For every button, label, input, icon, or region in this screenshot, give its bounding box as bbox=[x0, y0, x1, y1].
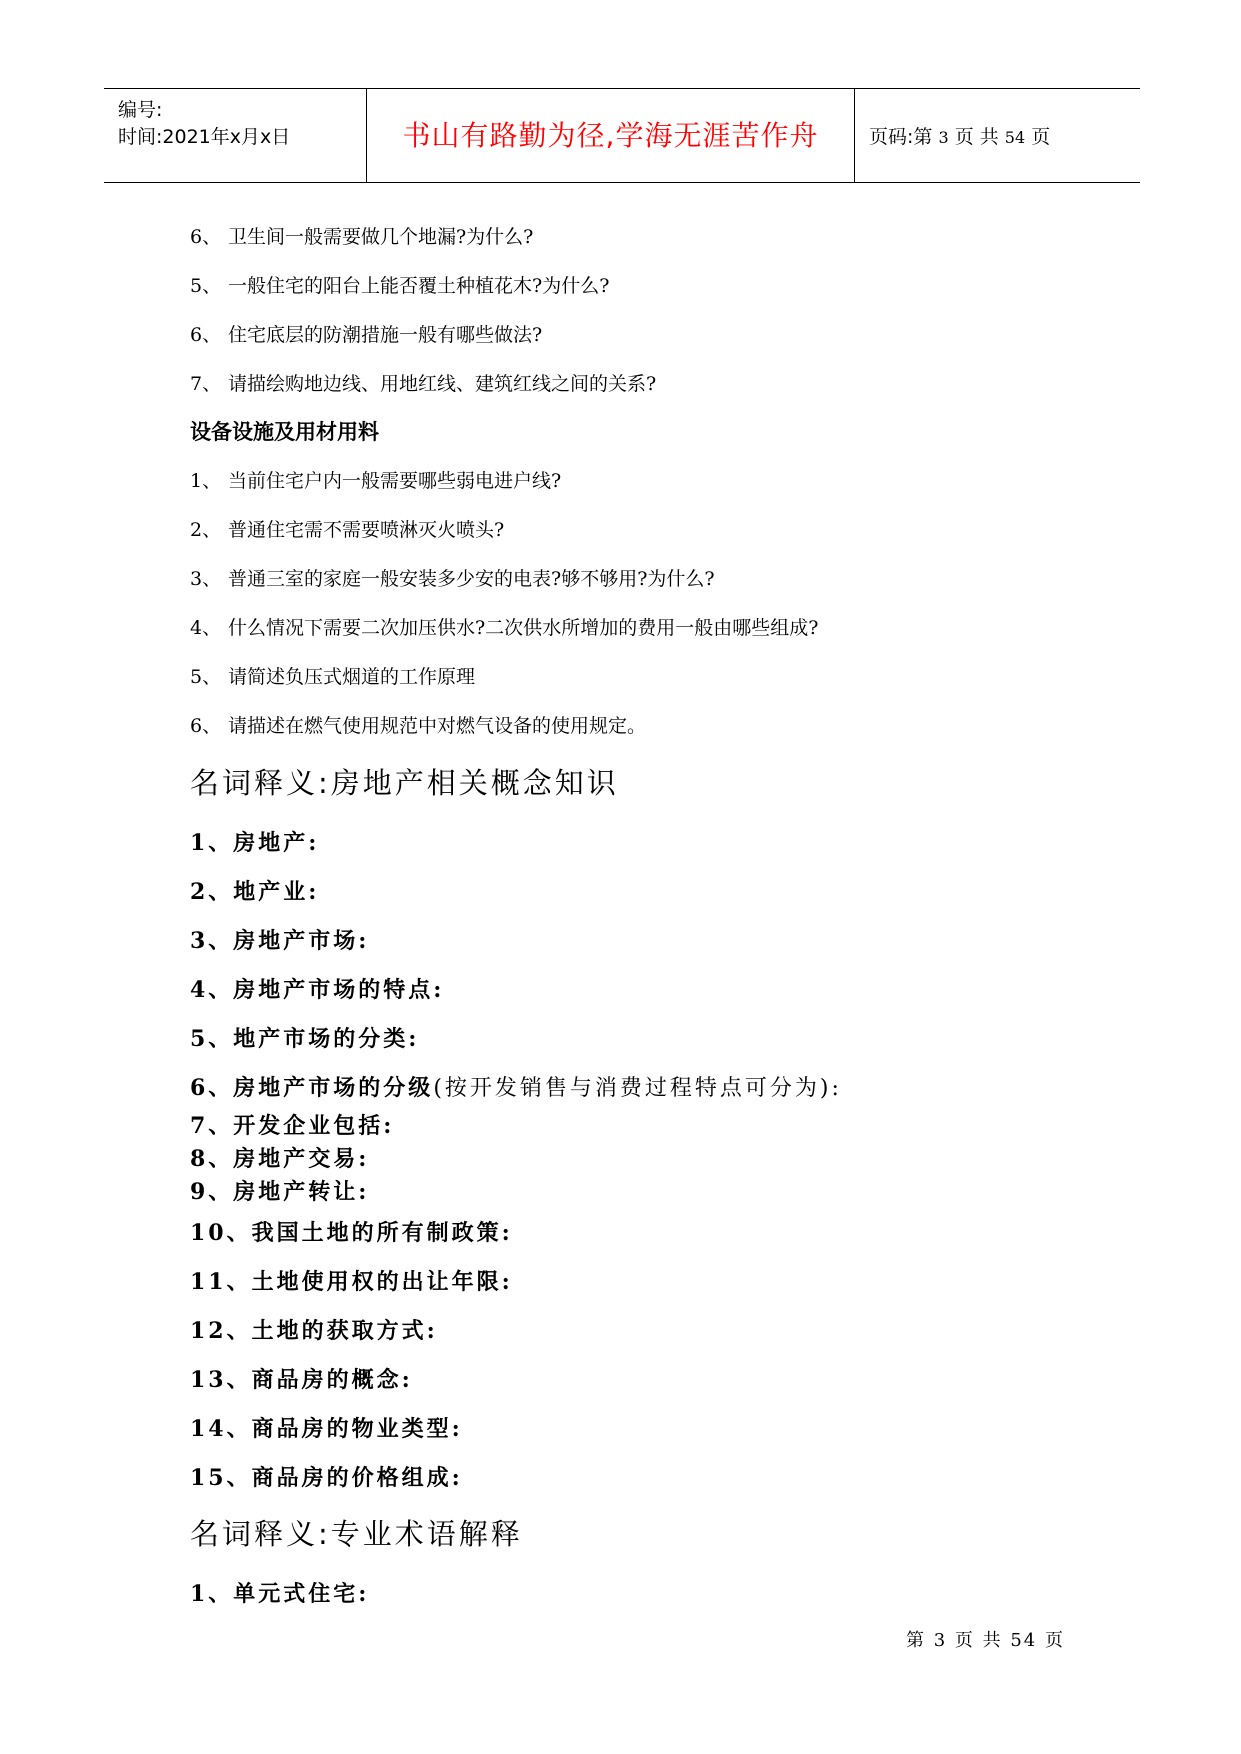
equipment-item bbox=[190, 564, 715, 591]
term-item: 1、单元式住宅: bbox=[190, 1581, 370, 1607]
document-number-label: 编号: bbox=[118, 99, 163, 121]
term-item: 8、房地产交易: bbox=[190, 1146, 370, 1172]
page-mid: 页 共 bbox=[954, 126, 999, 148]
term-item: 12、土地的获取方式: bbox=[190, 1318, 438, 1344]
question-number: 6、 bbox=[190, 715, 222, 737]
question-number: 4、 bbox=[190, 617, 222, 639]
equipment-item bbox=[190, 515, 504, 542]
page-suffix: 页 bbox=[1031, 126, 1051, 148]
page-footer: 第 3 页 共 54 页 bbox=[906, 1630, 1065, 1651]
question-item bbox=[190, 369, 656, 396]
term-item: 1、房地产: bbox=[190, 830, 320, 856]
section-heading-terms: 名词释义:专业术语解释 bbox=[190, 1517, 523, 1551]
term-item: 14、商品房的物业类型: bbox=[190, 1416, 463, 1442]
term-item: 11、土地使用权的出让年限: bbox=[190, 1269, 513, 1295]
question-number: 5、 bbox=[190, 666, 222, 688]
term-item: 4、房地产市场的特点: bbox=[190, 977, 445, 1003]
page-current: 3 bbox=[938, 128, 949, 147]
equipment-item bbox=[190, 662, 475, 689]
header-motto: 书山有路勤为径,学海无涯苦作舟 bbox=[402, 119, 819, 152]
page-header bbox=[104, 88, 1140, 183]
question-text: 什么情况下需要二次加压供水?二次供水所增加的费用一般由哪些组成? bbox=[228, 617, 819, 639]
question-text: 请描绘购地边线、用地红线、建筑红线之间的关系? bbox=[228, 373, 657, 395]
equipment-item bbox=[190, 466, 561, 493]
section-heading-realestate: 名词释义:房地产相关概念知识 bbox=[190, 766, 619, 800]
term-item: 2、地产业: bbox=[190, 879, 320, 905]
term-note: (按开发销售与消费过程特点可分为): bbox=[433, 1076, 842, 1101]
question-text: 住宅底层的防潮措施一般有哪些做法? bbox=[228, 324, 543, 346]
question-item bbox=[190, 320, 542, 347]
term-item: 3、房地产市场: bbox=[190, 928, 370, 954]
term-item: 10、我国土地的所有制政策: bbox=[190, 1220, 513, 1246]
question-text: 当前住宅户内一般需要哪些弱电进户线? bbox=[228, 470, 562, 492]
term-item: 5、地产市场的分类: bbox=[190, 1026, 420, 1052]
header-motto-cell bbox=[367, 89, 855, 182]
term-item: 9、房地产转让: bbox=[190, 1179, 370, 1205]
question-number: 6、 bbox=[190, 324, 222, 346]
header-page-info bbox=[869, 122, 1050, 149]
term-item: 7、开发企业包括: bbox=[190, 1113, 395, 1139]
equipment-item bbox=[190, 711, 646, 738]
question-text: 普通三室的家庭一般安装多少安的电表?够不够用?为什么? bbox=[228, 568, 715, 590]
header-meta bbox=[104, 89, 367, 182]
question-number: 7、 bbox=[190, 373, 222, 395]
header-page-cell bbox=[855, 89, 1140, 182]
question-number: 6、 bbox=[190, 226, 222, 248]
term-item: 15、商品房的价格组成: bbox=[190, 1465, 463, 1491]
question-number: 3、 bbox=[190, 568, 222, 590]
question-number: 2、 bbox=[190, 519, 222, 541]
question-number: 1、 bbox=[190, 470, 222, 492]
question-item bbox=[190, 271, 609, 298]
question-number: 5、 bbox=[190, 275, 222, 297]
question-text: 请描述在燃气使用规范中对燃气设备的使用规定。 bbox=[228, 715, 647, 737]
equipment-section-title: 设备设施及用材用料 bbox=[190, 419, 379, 444]
term-item bbox=[190, 1071, 842, 1102]
document-date: 时间:2021年x月x日 bbox=[118, 126, 291, 148]
question-text: 请简述负压式烟道的工作原理 bbox=[228, 666, 476, 688]
page-total: 54 bbox=[1004, 128, 1026, 147]
term-item: 13、商品房的概念: bbox=[190, 1367, 413, 1393]
question-item bbox=[190, 222, 533, 249]
question-text: 卫生间一般需要做几个地漏?为什么? bbox=[228, 226, 534, 248]
question-text: 普通住宅需不需要喷淋灭火喷头? bbox=[228, 519, 505, 541]
equipment-item bbox=[190, 613, 818, 640]
page-prefix: 页码:第 bbox=[869, 126, 933, 148]
term-text: 6、房地产市场的分级 bbox=[190, 1075, 434, 1101]
question-text: 一般住宅的阳台上能否覆土种植花木?为什么? bbox=[228, 275, 610, 297]
